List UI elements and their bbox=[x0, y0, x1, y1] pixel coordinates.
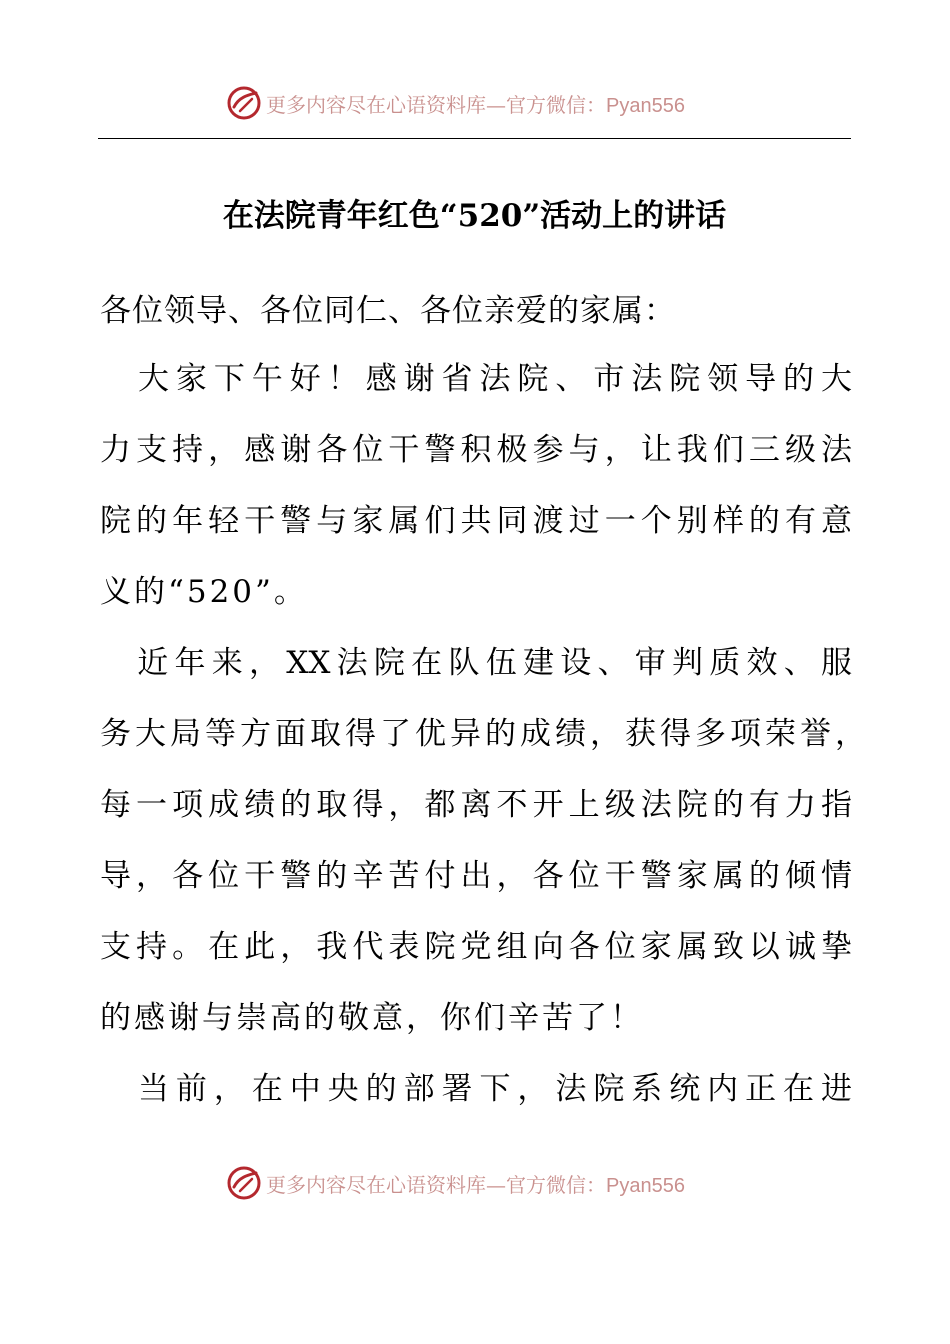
footer-banner-text: 更多内容尽在心语资料库—官方微信： bbox=[266, 1172, 606, 1197]
body-line-8: 每一项成绩的取得，都离不开上级法院的有力指 bbox=[100, 787, 852, 823]
body-line-4: 院的年轻干警与家属们共同渡过一个别样的有意 bbox=[100, 503, 852, 539]
header-divider bbox=[98, 138, 851, 139]
body-line-7: 务大局等方面取得了优异的成绩，获得多项荣誉， bbox=[100, 716, 866, 752]
footer-banner bbox=[226, 1163, 726, 1203]
logo-icon bbox=[226, 1165, 262, 1201]
header-banner bbox=[226, 83, 726, 123]
header-wechat-id: Pyan556 bbox=[606, 94, 685, 117]
body-line-5: 义的“520”。 bbox=[100, 574, 308, 610]
body-line-6: 近年来，XX法院在队伍建设、审判质效、服 bbox=[100, 645, 852, 681]
body-line-11: 的感谢与崇高的敬意，你们辛苦了！ bbox=[100, 1000, 644, 1036]
body-line-2: 大家下午好！感谢省法院、市法院领导的大 bbox=[100, 361, 852, 397]
body-line-9: 导，各位干警的辛苦付出，各位干警家属的倾情 bbox=[100, 858, 852, 894]
header-banner-text: 更多内容尽在心语资料库—官方微信： bbox=[266, 92, 606, 117]
footer-wechat-id: Pyan556 bbox=[606, 1174, 685, 1197]
document-title: 在法院青年红色“520”活动上的讲话 bbox=[222, 198, 727, 234]
body-line-1: 各位领导、各位同仁、各位亲爱的家属： bbox=[100, 293, 676, 329]
body-line-12: 当前，在中央的部署下，法院系统内正在进 bbox=[100, 1071, 852, 1107]
body-line-3: 力支持，感谢各位干警积极参与，让我们三级法 bbox=[100, 432, 852, 468]
body-line-10: 支持。在此，我代表院党组向各位家属致以诚挚 bbox=[100, 929, 852, 965]
logo-icon bbox=[226, 85, 262, 121]
